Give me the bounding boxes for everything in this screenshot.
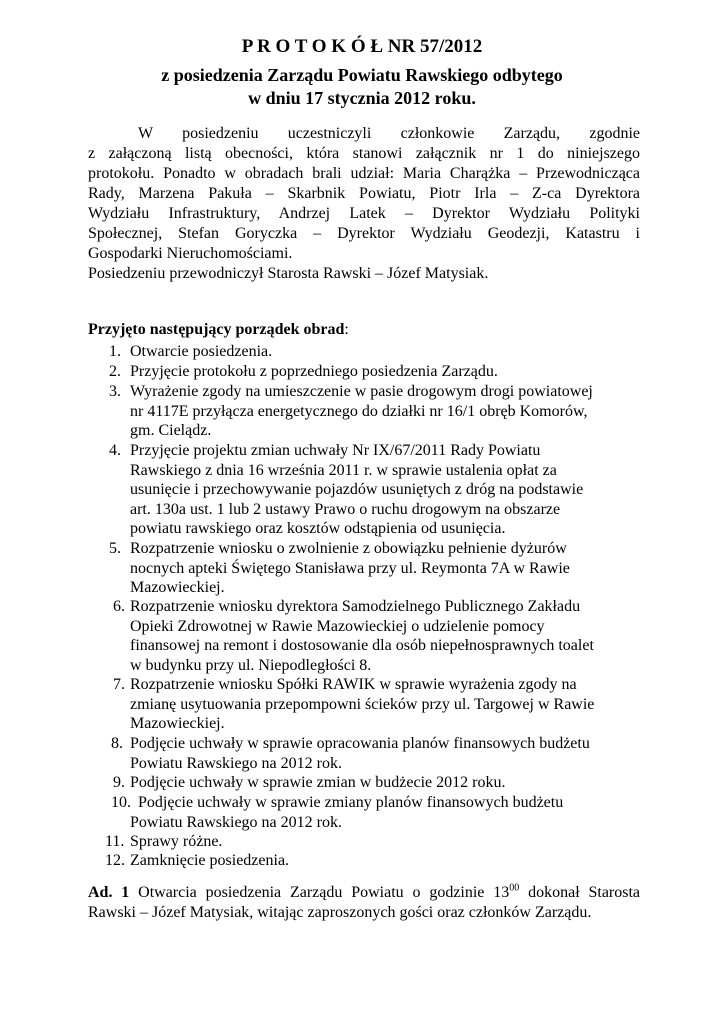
protocol-subtitle-line2: w dniu 17 stycznia 2012 roku.	[248, 88, 476, 108]
ad1-line	[88, 882, 640, 902]
agenda-item-3	[109, 382, 593, 441]
agenda-item-text: Mazowieckiej.	[130, 579, 225, 596]
agenda-item-number: 1.	[109, 343, 121, 360]
agenda-item-text: Sprawy różne.	[130, 833, 223, 850]
intro-line: protokołu. Ponadto w obradach brali udział: Maria Charążka – Przewodnicząca	[88, 165, 640, 182]
agenda-item-4	[109, 441, 583, 539]
agenda-item-text: Rozpatrzenie wniosku dyrektora Samodzielnego Publicznego Zakładu	[130, 598, 581, 615]
agenda-item-number: 4.	[109, 442, 121, 459]
agenda-item-number: 7.	[113, 676, 125, 693]
intro-line: W posiedzeniu uczestniczyli członkowie Zarządu, zgodnie	[138, 125, 640, 142]
intro-line: Gospodarki Nieruchomościami.	[88, 245, 293, 262]
agenda-item-text: nr 4117E przyłącza energetycznego do działki nr 16/1 obręb Komorów,	[130, 402, 588, 420]
agenda-item-1	[109, 342, 272, 362]
agenda-item-text: Podjęcie uchwały w sprawie zmian w budżecie 2012 roku.	[130, 774, 506, 791]
agenda-item-text: w budynku przy ul. Niepodległości 8.	[130, 656, 372, 674]
agenda-heading-colon: :	[344, 321, 349, 338]
ad1-line: Rawski – Józef Matysiak, witając zaproszonych gości oraz członków Zarządu.	[88, 904, 592, 921]
agenda-item-12	[105, 851, 289, 871]
agenda-item-number: 3.	[109, 383, 121, 400]
agenda-item-5	[109, 539, 570, 598]
agenda-item-text: usunięcie i przechowywanie pojazdów usuniętych z dróg na podstawie	[130, 481, 584, 498]
intro-line: Społecznej, Stefan Goryczka – Dyrektor Wydziału Geodezji, Katastru i	[88, 225, 640, 242]
ad1-text: dokonał Starosta	[528, 884, 641, 901]
agenda-item-number: 12.	[105, 852, 125, 869]
agenda-item-text: gm. Cielądz.	[130, 422, 212, 439]
agenda-item-text: Podjęcie uchwały w sprawie zmiany planów finansowych budżetu	[138, 794, 564, 811]
protocol-subtitle-line1: z posiedzenia Zarządu Powiatu Rawskiego odbytego	[161, 65, 563, 85]
agenda-item-text: Powiatu Rawskiego na 2012 rok.	[130, 754, 342, 772]
agenda-item-6	[113, 597, 594, 675]
agenda-item-text: Rozpatrzenie wniosku Spółki RAWIK w sprawie wyrażenia zgody na	[130, 676, 577, 693]
agenda-heading	[88, 320, 349, 340]
agenda-item-text: Opieki Zdrowotnej w Rawie Mazowieckiej o udzielenie pomocy	[130, 617, 545, 635]
agenda-item-number: 6.	[113, 598, 125, 615]
ad1-paragraph	[88, 882, 640, 922]
agenda-item-text: Rawskiego z dnia 16 września 2011 r. w sprawie ustalenia opłat za	[130, 461, 557, 479]
agenda-item-text: zmianę usytuowania przepompowni ścieków przy ul. Targowej w Rawie	[130, 695, 595, 713]
intro-line: Wydziału Infrastruktury, Andrzej Latek – Dyrektor Wydziału Polityki	[88, 205, 640, 222]
agenda-item-number: 5.	[109, 540, 121, 557]
agenda-item-text: Wyrażenie zgody na umieszczenie w pasie drogowym drogi powiatowej	[130, 383, 593, 400]
agenda-item-text: Przyjęcie projektu zmian uchwały Nr IX/67/2011 Rady Powiatu	[130, 442, 541, 459]
agenda-item-text: Powiatu Rawskiego na 2012 rok.	[130, 813, 342, 831]
agenda-item-text: Podjęcie uchwały w sprawie opracowania planów finansowych budżetu	[130, 735, 590, 752]
agenda-item-text: powiatu rawskiego oraz kosztów odstąpienia od usunięcia.	[130, 520, 506, 537]
agenda-item-text: Zamknięcie posiedzenia.	[130, 852, 290, 869]
intro-paragraph	[88, 124, 640, 284]
agenda-heading-text: Przyjęto następujący porządek obrad	[88, 321, 345, 338]
protocol-title: P R O T O K Ó Ł NR 57/2012	[241, 36, 483, 57]
intro-line: z załączoną listą obecności, która stanowi załącznik nr 1 do niniejszego	[88, 145, 640, 162]
ad1-time-superscript: 00	[509, 882, 520, 894]
agenda-item-7	[113, 675, 594, 734]
agenda-item-number: 10.	[111, 794, 131, 811]
agenda-item-text: Otwarcie posiedzenia.	[130, 343, 273, 360]
intro-line: Rady, Marzena Pakuła – Skarbnik Powiatu, Piotr Irla – Z-ca Dyrektora	[88, 185, 640, 202]
agenda-item-number: 9.	[113, 774, 125, 791]
agenda-item-text: nocnych apteki Świętego Stanisława przy ul. Reymonta 7A w Rawie	[130, 559, 570, 577]
agenda-item-8	[111, 734, 590, 773]
agenda-item-text: Rozpatrzenie wniosku o zwolnienie z obowiązku pełnienie dyżurów	[130, 540, 567, 557]
agenda-item-text: finansowej na remont i dostosowanie dla osób niepełnosprawnych toalet	[130, 637, 594, 654]
agenda-item-2	[109, 362, 498, 382]
chair-line: Posiedzeniu przewodniczył Starosta Rawski – Józef Matysiak.	[88, 265, 489, 282]
agenda-item-text: Przyjęcie protokołu z poprzedniego posiedzenia Zarządu.	[130, 363, 498, 380]
ad1-text: Otwarcia posiedzenia Zarządu Powiatu o godzinie 13	[138, 884, 510, 901]
agenda-item-number: 11.	[105, 833, 125, 850]
agenda-item-text: Mazowieckiej.	[130, 715, 225, 732]
agenda-item-text: art. 130a ust. 1 lub 2 ustawy Prawo o ruchu drogowym na obszarze	[130, 500, 561, 518]
agenda-item-10	[111, 793, 563, 832]
agenda-item-number: 8.	[111, 735, 123, 752]
ad1-label: Ad. 1	[88, 884, 130, 901]
agenda-item-9	[113, 773, 505, 793]
agenda-item-11	[105, 832, 222, 852]
agenda-item-number: 2.	[109, 363, 121, 380]
